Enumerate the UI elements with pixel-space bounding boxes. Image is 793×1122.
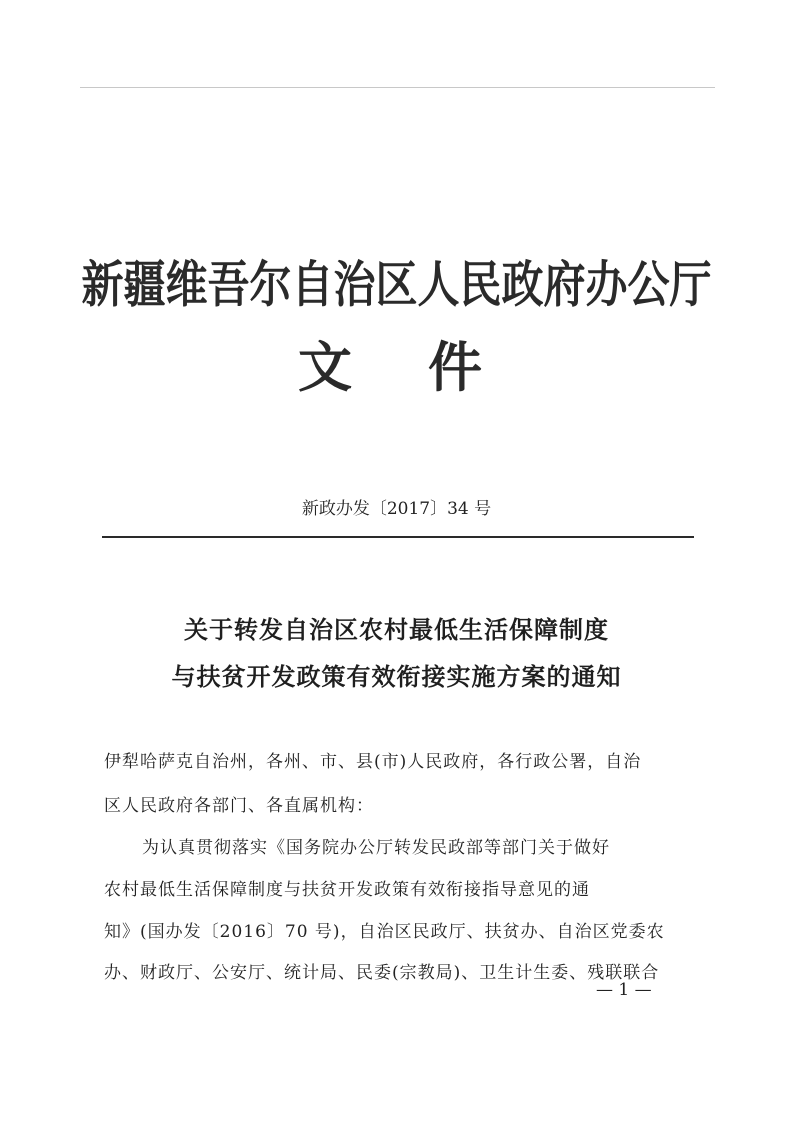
body-line: 区人民政府各部门、各直属机构： — [104, 796, 374, 816]
body-line: 为认真贯彻落实《国务院办公厅转发民政部等部门关于做好 — [142, 838, 610, 858]
body-line: 知》(国办发〔2016〕70 号)，自治区民政厅、扶贫办、自治区党委农 — [104, 922, 665, 942]
issuing-authority: 新疆维吾尔自治区人民政府办公厅 — [81, 255, 712, 314]
body-line: 办、财政厅、公安厅、统计局、民委(宗教局)、卫生计生委、残联联合 — [104, 963, 660, 983]
body-line: 农村最低生活保障制度与扶贫开发政策有效衔接指导意见的通 — [104, 880, 590, 900]
document-label-char-2: 件 — [428, 336, 482, 399]
document-label-char-1: 文 — [298, 336, 352, 399]
page-number: — 1 — — [596, 980, 652, 1000]
header-separator — [102, 536, 694, 538]
document-number: 新政办发〔2017〕34 号 — [301, 499, 492, 519]
document-title-line-2: 与扶贫开发政策有效衔接实施方案的通知 — [171, 662, 622, 691]
top-divider — [80, 87, 715, 88]
body-line: 伊犁哈萨克自治州，各州、市、县(市)人民政府，各行政公署，自治 — [104, 752, 642, 772]
document-title-line-1: 关于转发自治区农村最低生活保障制度 — [184, 615, 609, 644]
